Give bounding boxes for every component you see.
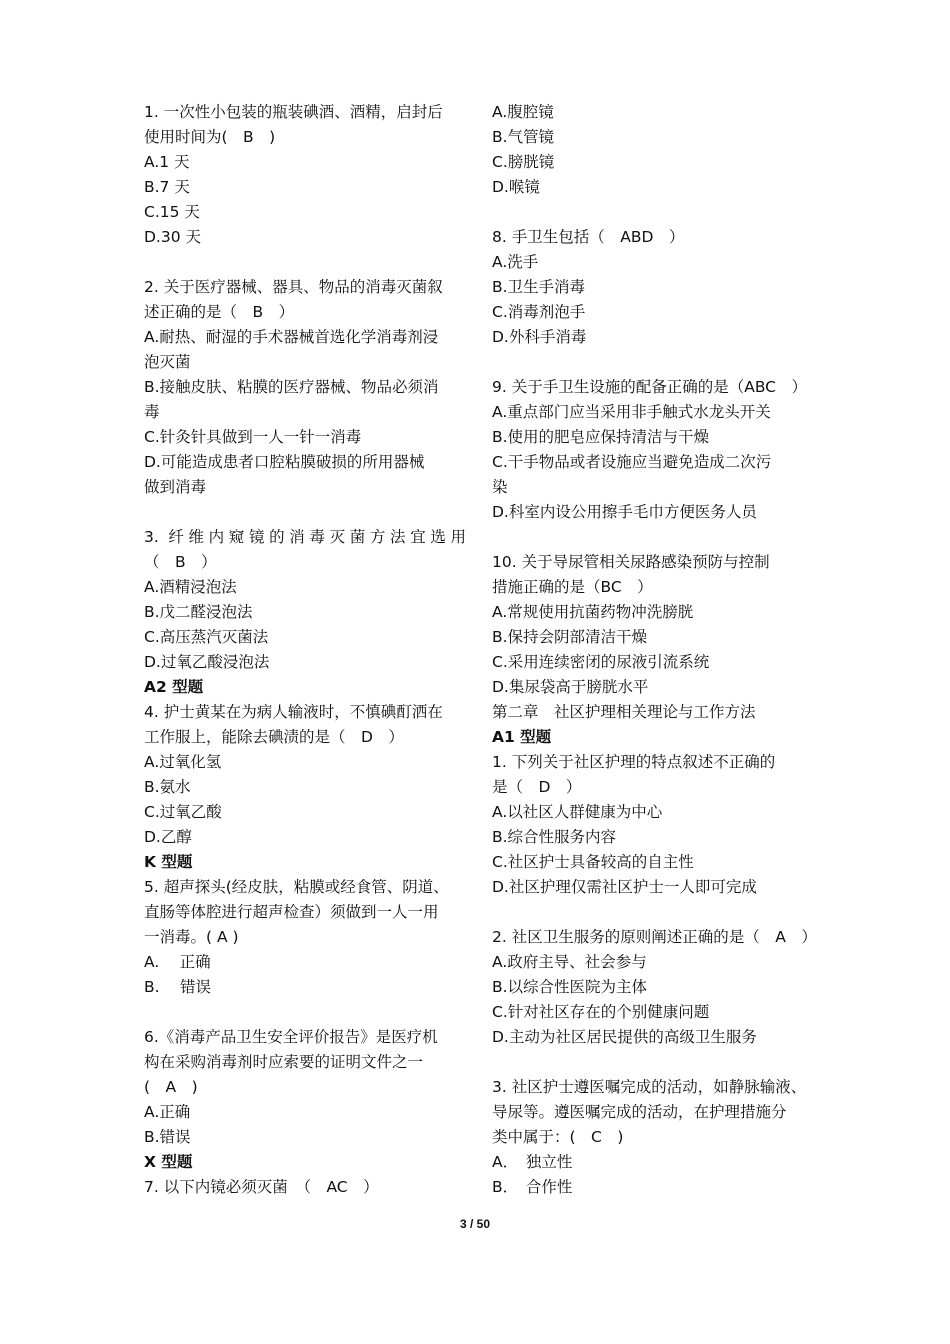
blank-line [492, 350, 814, 375]
section-heading: A1 型题 [492, 728, 552, 746]
text-line: B.以综合性医院为主体 [492, 978, 648, 996]
text-line: B.氨水 [144, 778, 191, 796]
text-line: C.膀胱镜 [492, 153, 555, 171]
text-line: B.卫生手消毒 [492, 278, 586, 296]
text-line: D.乙醇 [144, 828, 192, 846]
text-line: A.正确 [144, 1103, 191, 1121]
text-line: 毒 [144, 403, 160, 421]
text-line: 工作服上，能除去碘渍的是（ D ） [144, 728, 404, 746]
text-line: B.戊二醛浸泡法 [144, 603, 253, 621]
blank-line [492, 900, 814, 925]
text-line: B. 错误 [144, 978, 211, 996]
text-line: 1. 一次性小包装的瓶装碘酒、酒精，启封后 [144, 103, 443, 121]
text-line: 6.《消毒产品卫生安全评价报告》是医疗机 [144, 1028, 438, 1046]
text-line: 构在采购消毒剂时应索要的证明文件之一 [144, 1053, 424, 1071]
text-line: D.外科手消毒 [492, 328, 587, 346]
text-line: 直肠等体腔进行超声检查）须做到一人一用 [144, 903, 439, 921]
text-line: A.重点部门应当采用非手触式水龙头开关 [492, 403, 771, 421]
text-line: C.消毒剂泡手 [492, 303, 586, 321]
text-line: C.针灸针具做到一人一针一消毒 [144, 428, 362, 446]
text-line: A. 正确 [144, 953, 211, 971]
section-heading: X 型题 [144, 1153, 193, 1171]
text-line: C.采用连续密闭的尿液引流系统 [492, 653, 710, 671]
text-line: B.错误 [144, 1128, 191, 1146]
text-line: （ B ） [144, 553, 217, 571]
text-line: B.7 天 [144, 178, 190, 196]
text-line: 使用时间为( B ) [144, 128, 276, 146]
text-line: B.接触皮肤、粘膜的医疗器械、物品必须消 [144, 378, 439, 396]
text-line: A.酒精浸泡法 [144, 578, 237, 596]
text-line: C.针对社区存在的个别健康问题 [492, 1003, 710, 1021]
section-heading: K 型题 [144, 853, 193, 871]
text-line: ( A ) [144, 1078, 198, 1096]
text-line: D.30 天 [144, 228, 202, 246]
left-column [144, 100, 466, 1200]
text-line: B． 合作性 [492, 1178, 573, 1196]
blank-line [144, 1000, 466, 1025]
text-line: 8. 手卫生包括（ ABD ） [492, 228, 685, 246]
text-line: 一消毒。( A ) [144, 928, 239, 946]
blank-line [492, 1050, 814, 1075]
blank-line [492, 200, 814, 225]
text-line: 5. 超声探头(经皮肤，粘膜或经食管、阴道、 [144, 878, 449, 896]
text-line: C.15 天 [144, 203, 200, 221]
text-line: A.过氧化氢 [144, 753, 222, 771]
text-line: 10. 关于导尿管相关尿路感染预防与控制 [492, 553, 770, 571]
text-line: 导尿等。遵医嘱完成的活动，在护理措施分 [492, 1103, 787, 1121]
text-line: 述正确的是（ B ） [144, 303, 295, 321]
text-line: A.常规使用抗菌药物冲洗膀胱 [492, 603, 694, 621]
text-line: D.科室内设公用擦手毛巾方便医务人员 [492, 503, 757, 521]
text-line: D.社区护理仅需社区护士一人即可完成 [492, 878, 757, 896]
text-line: A.政府主导、社会参与 [492, 953, 647, 971]
text-line: D.过氧乙酸浸泡法 [144, 653, 270, 671]
section-heading: A2 型题 [144, 678, 204, 696]
text-line: 措施正确的是（BC ） [492, 578, 653, 596]
text-line: D.可能造成患者口腔粘膜破损的所用器械 [144, 453, 425, 471]
text-line: 3. 社区护士遵医嘱完成的活动，如静脉输液、 [492, 1078, 807, 1096]
text-line: A． 独立性 [492, 1153, 573, 1171]
text-line: 2. 关于医疗器械、器具、物品的消毒灭菌叙 [144, 278, 443, 296]
text-line: 3. 纤维内窥镜的消毒灭菌方法宜选用 [144, 528, 466, 546]
text-line: D.喉镜 [492, 178, 540, 196]
text-line: D.主动为社区居民提供的高级卫生服务 [492, 1028, 757, 1046]
text-line: 第二章 社区护理相关理论与工作方法 [492, 703, 756, 721]
text-line: 2. 社区卫生服务的原则阐述正确的是（ A ） [492, 928, 817, 946]
blank-line [144, 250, 466, 275]
text-line: A.耐热、耐湿的手术器械首选化学消毒剂浸 [144, 328, 439, 346]
text-line: C.干手物品或者设施应当避免造成二次污 [492, 453, 772, 471]
text-line: A.腹腔镜 [492, 103, 554, 121]
text-line: 4. 护士黄某在为病人输液时，不慎碘酊洒在 [144, 703, 443, 721]
blank-line [492, 525, 814, 550]
text-line: B.使用的肥皂应保持清洁与干燥 [492, 428, 710, 446]
text-line: C.高压蒸汽灭菌法 [144, 628, 269, 646]
text-line: C.过氧乙酸 [144, 803, 222, 821]
blank-line [144, 500, 466, 525]
text-line: D.集尿袋高于膀胱水平 [492, 678, 649, 696]
text-line: C.社区护士具备较高的自主性 [492, 853, 694, 871]
text-line: 泡灭菌 [144, 353, 191, 371]
text-line: 9. 关于手卫生设施的配备正确的是（ABC ） [492, 378, 808, 396]
text-line: 是（ D ） [492, 778, 582, 796]
text-line: 做到消毒 [144, 478, 207, 496]
text-line: B.综合性服务内容 [492, 828, 617, 846]
page-number: 3 / 50 [459, 1217, 491, 1231]
text-line: B.保持会阴部清洁干燥 [492, 628, 648, 646]
text-line: 类中属于：( C ) [492, 1128, 624, 1146]
text-line: 1. 下列关于社区护理的特点叙述不正确的 [492, 753, 776, 771]
text-line: B.气管镜 [492, 128, 555, 146]
text-line: A.1 天 [144, 153, 190, 171]
text-line: A.以社区人群健康为中心 [492, 803, 663, 821]
right-column [492, 100, 817, 1200]
text-line: A.洗手 [492, 253, 539, 271]
text-line: 染 [492, 478, 508, 496]
text-line: 7. 以下内镜必须灭菌 （ AC ） [144, 1178, 379, 1196]
